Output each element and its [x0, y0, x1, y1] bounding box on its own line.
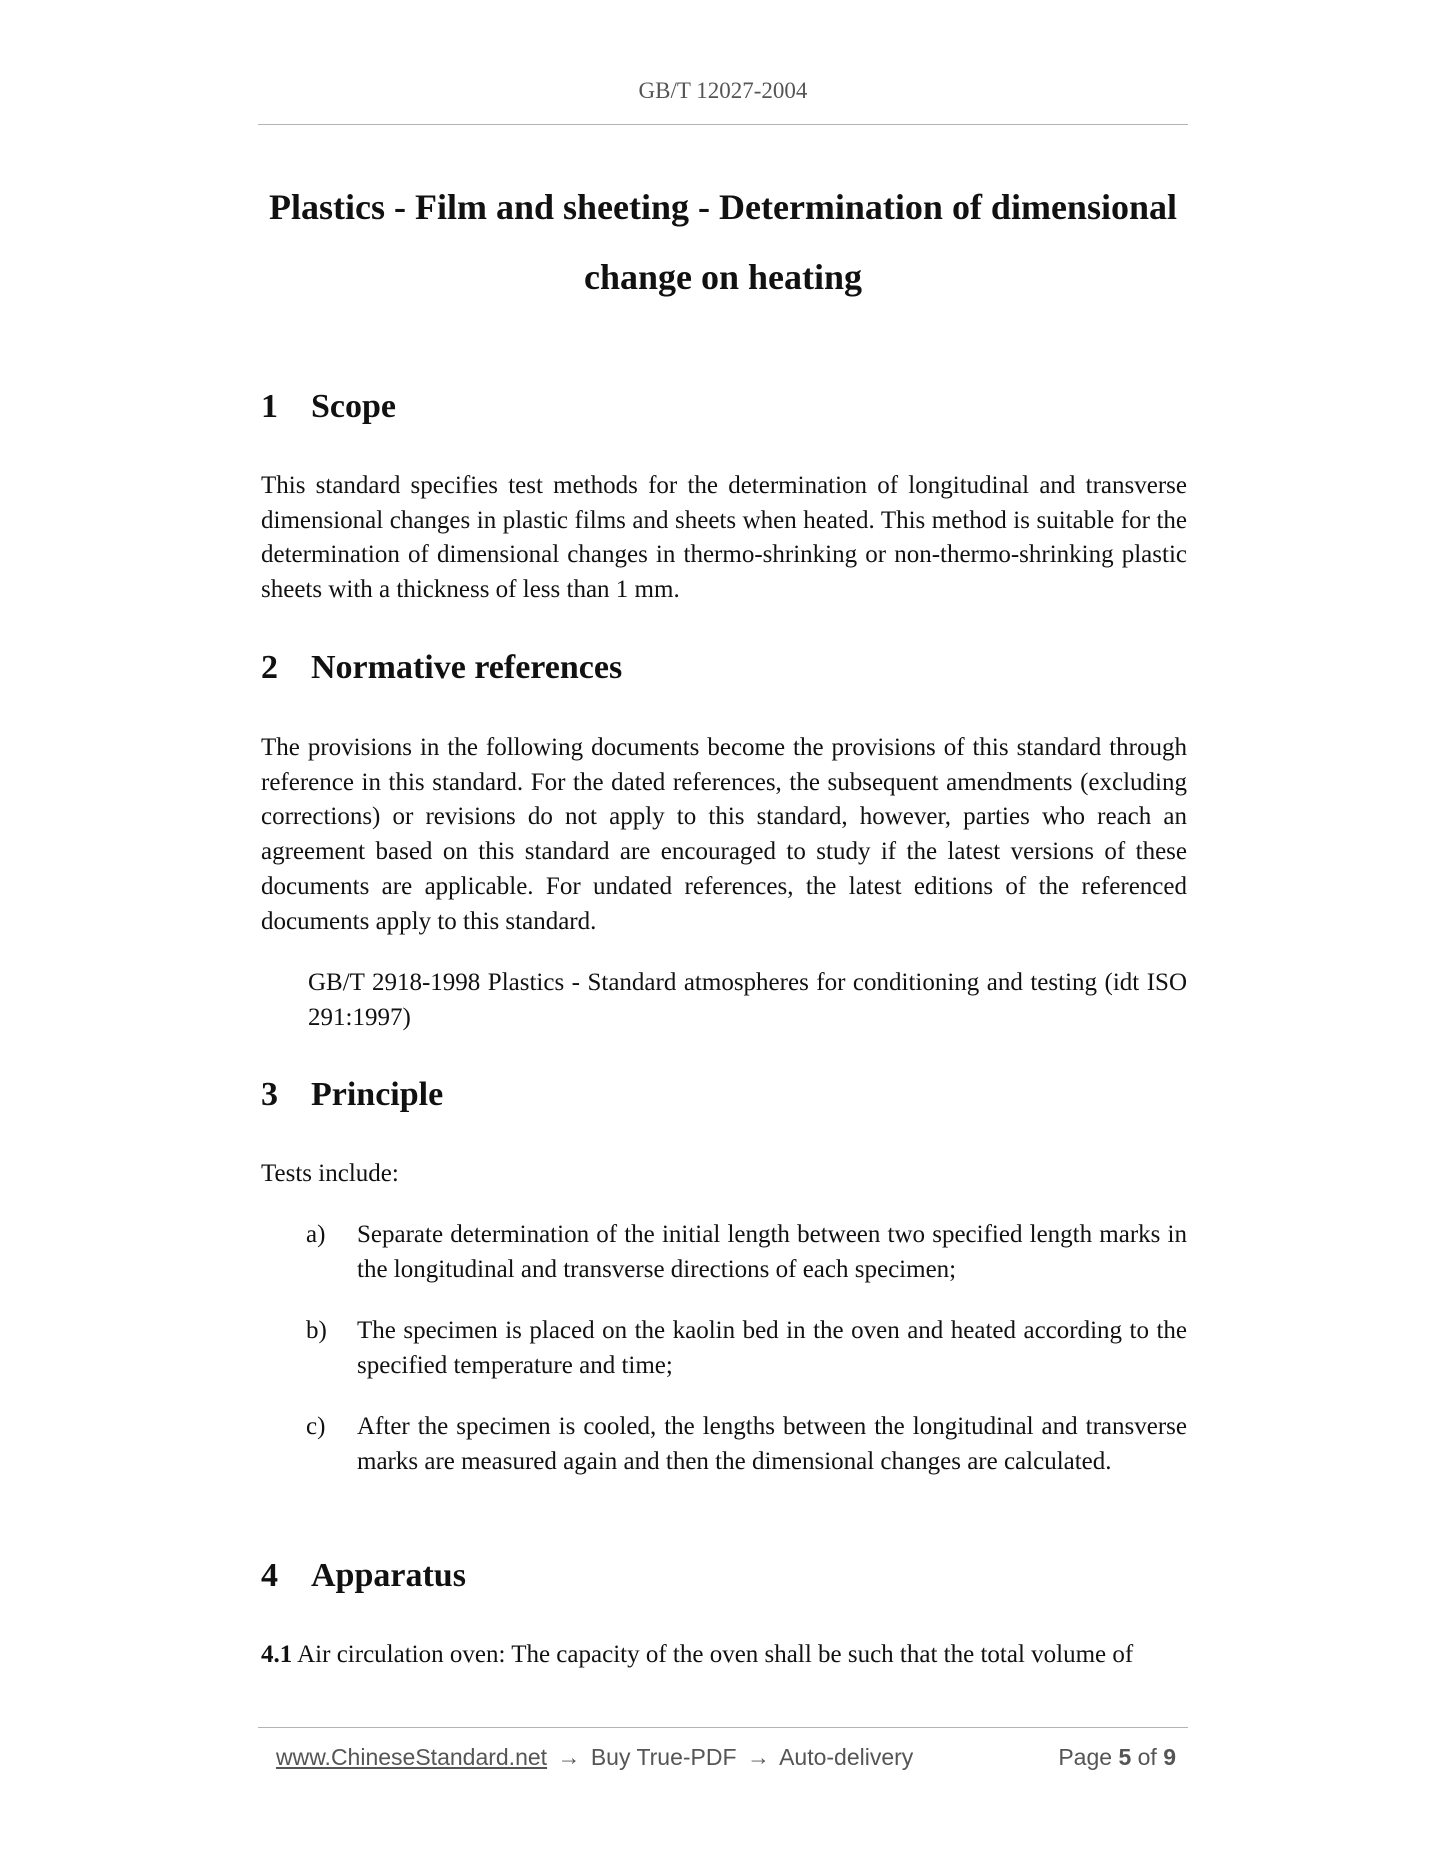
- principle-intro: Tests include:: [261, 1160, 399, 1187]
- clause-text: Air circulation oven: The capacity of the oven shall be such that the total volume of: [297, 1641, 1134, 1668]
- running-header: GB/T 12027-2004: [638, 78, 808, 103]
- list-item-text: Separate determination of the initial length between two specified length marks in the longitudinal and transverse directions of each specimen;: [357, 1221, 1187, 1283]
- document-title: [240, 172, 1206, 312]
- section-title: Normative references: [311, 649, 623, 686]
- list-item-text: After the specimen is cooled, the lengths between the longitudinal and transverse marks are measured again and then the dimensional changes are calculated.: [357, 1413, 1187, 1475]
- page-footer: [276, 1744, 1176, 1771]
- section-number: 3: [261, 1076, 278, 1113]
- page-indicator: [1058, 1744, 1176, 1771]
- scope-paragraph: This standard specifies test methods for the determination of longitudinal and transverse dimensional changes in plastic films and sheets when heated. This method is suitable for the determination of dimensional changes in thermo-shrinking or non-thermo-shrinking plastic sheets with a thickness of less than 1 mm.: [261, 472, 1187, 604]
- page-of-label: of: [1137, 1744, 1157, 1770]
- list-item: [306, 1218, 1187, 1287]
- section-number: 1: [261, 388, 278, 425]
- list-item-text: The specimen is placed on the kaolin bed in the oven and heated according to the specified temperature and time;: [357, 1317, 1187, 1379]
- section-heading-normative-references: [261, 648, 622, 688]
- reference-entry: GB/T 2918-1998 Plastics - Standard atmospheres for conditioning and testing (idt ISO 291:1997): [308, 969, 1187, 1031]
- auto-delivery-label: Auto-delivery: [779, 1744, 914, 1770]
- section-number: 2: [261, 649, 278, 686]
- clause-number: 4.1: [261, 1641, 293, 1668]
- section-heading-principle: [261, 1075, 443, 1115]
- document-title-line-2: change on heating: [583, 257, 863, 297]
- section-heading-apparatus: [261, 1556, 466, 1596]
- list-marker: b): [306, 1317, 327, 1344]
- section-heading-scope: [261, 387, 396, 427]
- website-link[interactable]: www.ChineseStandard.net: [276, 1744, 548, 1770]
- buy-true-pdf-link[interactable]: Buy True-PDF: [590, 1744, 737, 1770]
- section-title: Principle: [311, 1076, 444, 1113]
- normative-references-paragraph: The provisions in the following documents become the provisions of this standard through reference in this standard. For the dated references, the subsequent amendments (excluding corrections) or revisions do not apply to this standard, however, parties who reach an agreement based on this standard are encouraged to study if the latest versions of these documents are applicable. For undated references, the latest editions of the referenced documents apply to this standard.: [261, 734, 1187, 935]
- list-item: [306, 1314, 1187, 1383]
- section-title: Apparatus: [311, 1557, 466, 1594]
- section-title: Scope: [311, 388, 396, 425]
- arrow-right-icon: →: [746, 1744, 770, 1770]
- arrow-right-icon: →: [557, 1744, 581, 1770]
- section-number: 4: [261, 1557, 278, 1594]
- total-pages-number: 9: [1163, 1744, 1176, 1770]
- header-divider: [258, 124, 1188, 125]
- list-item: [306, 1410, 1187, 1479]
- clause-4-1: [261, 1638, 1187, 1673]
- current-page-number: 5: [1118, 1744, 1132, 1770]
- page-label: Page: [1058, 1744, 1113, 1770]
- list-marker: a): [306, 1221, 326, 1248]
- list-marker: c): [306, 1413, 326, 1440]
- document-title-line-1: Plastics - Film and sheeting - Determination of dimensional: [269, 187, 1177, 227]
- footer-divider: [258, 1727, 1188, 1728]
